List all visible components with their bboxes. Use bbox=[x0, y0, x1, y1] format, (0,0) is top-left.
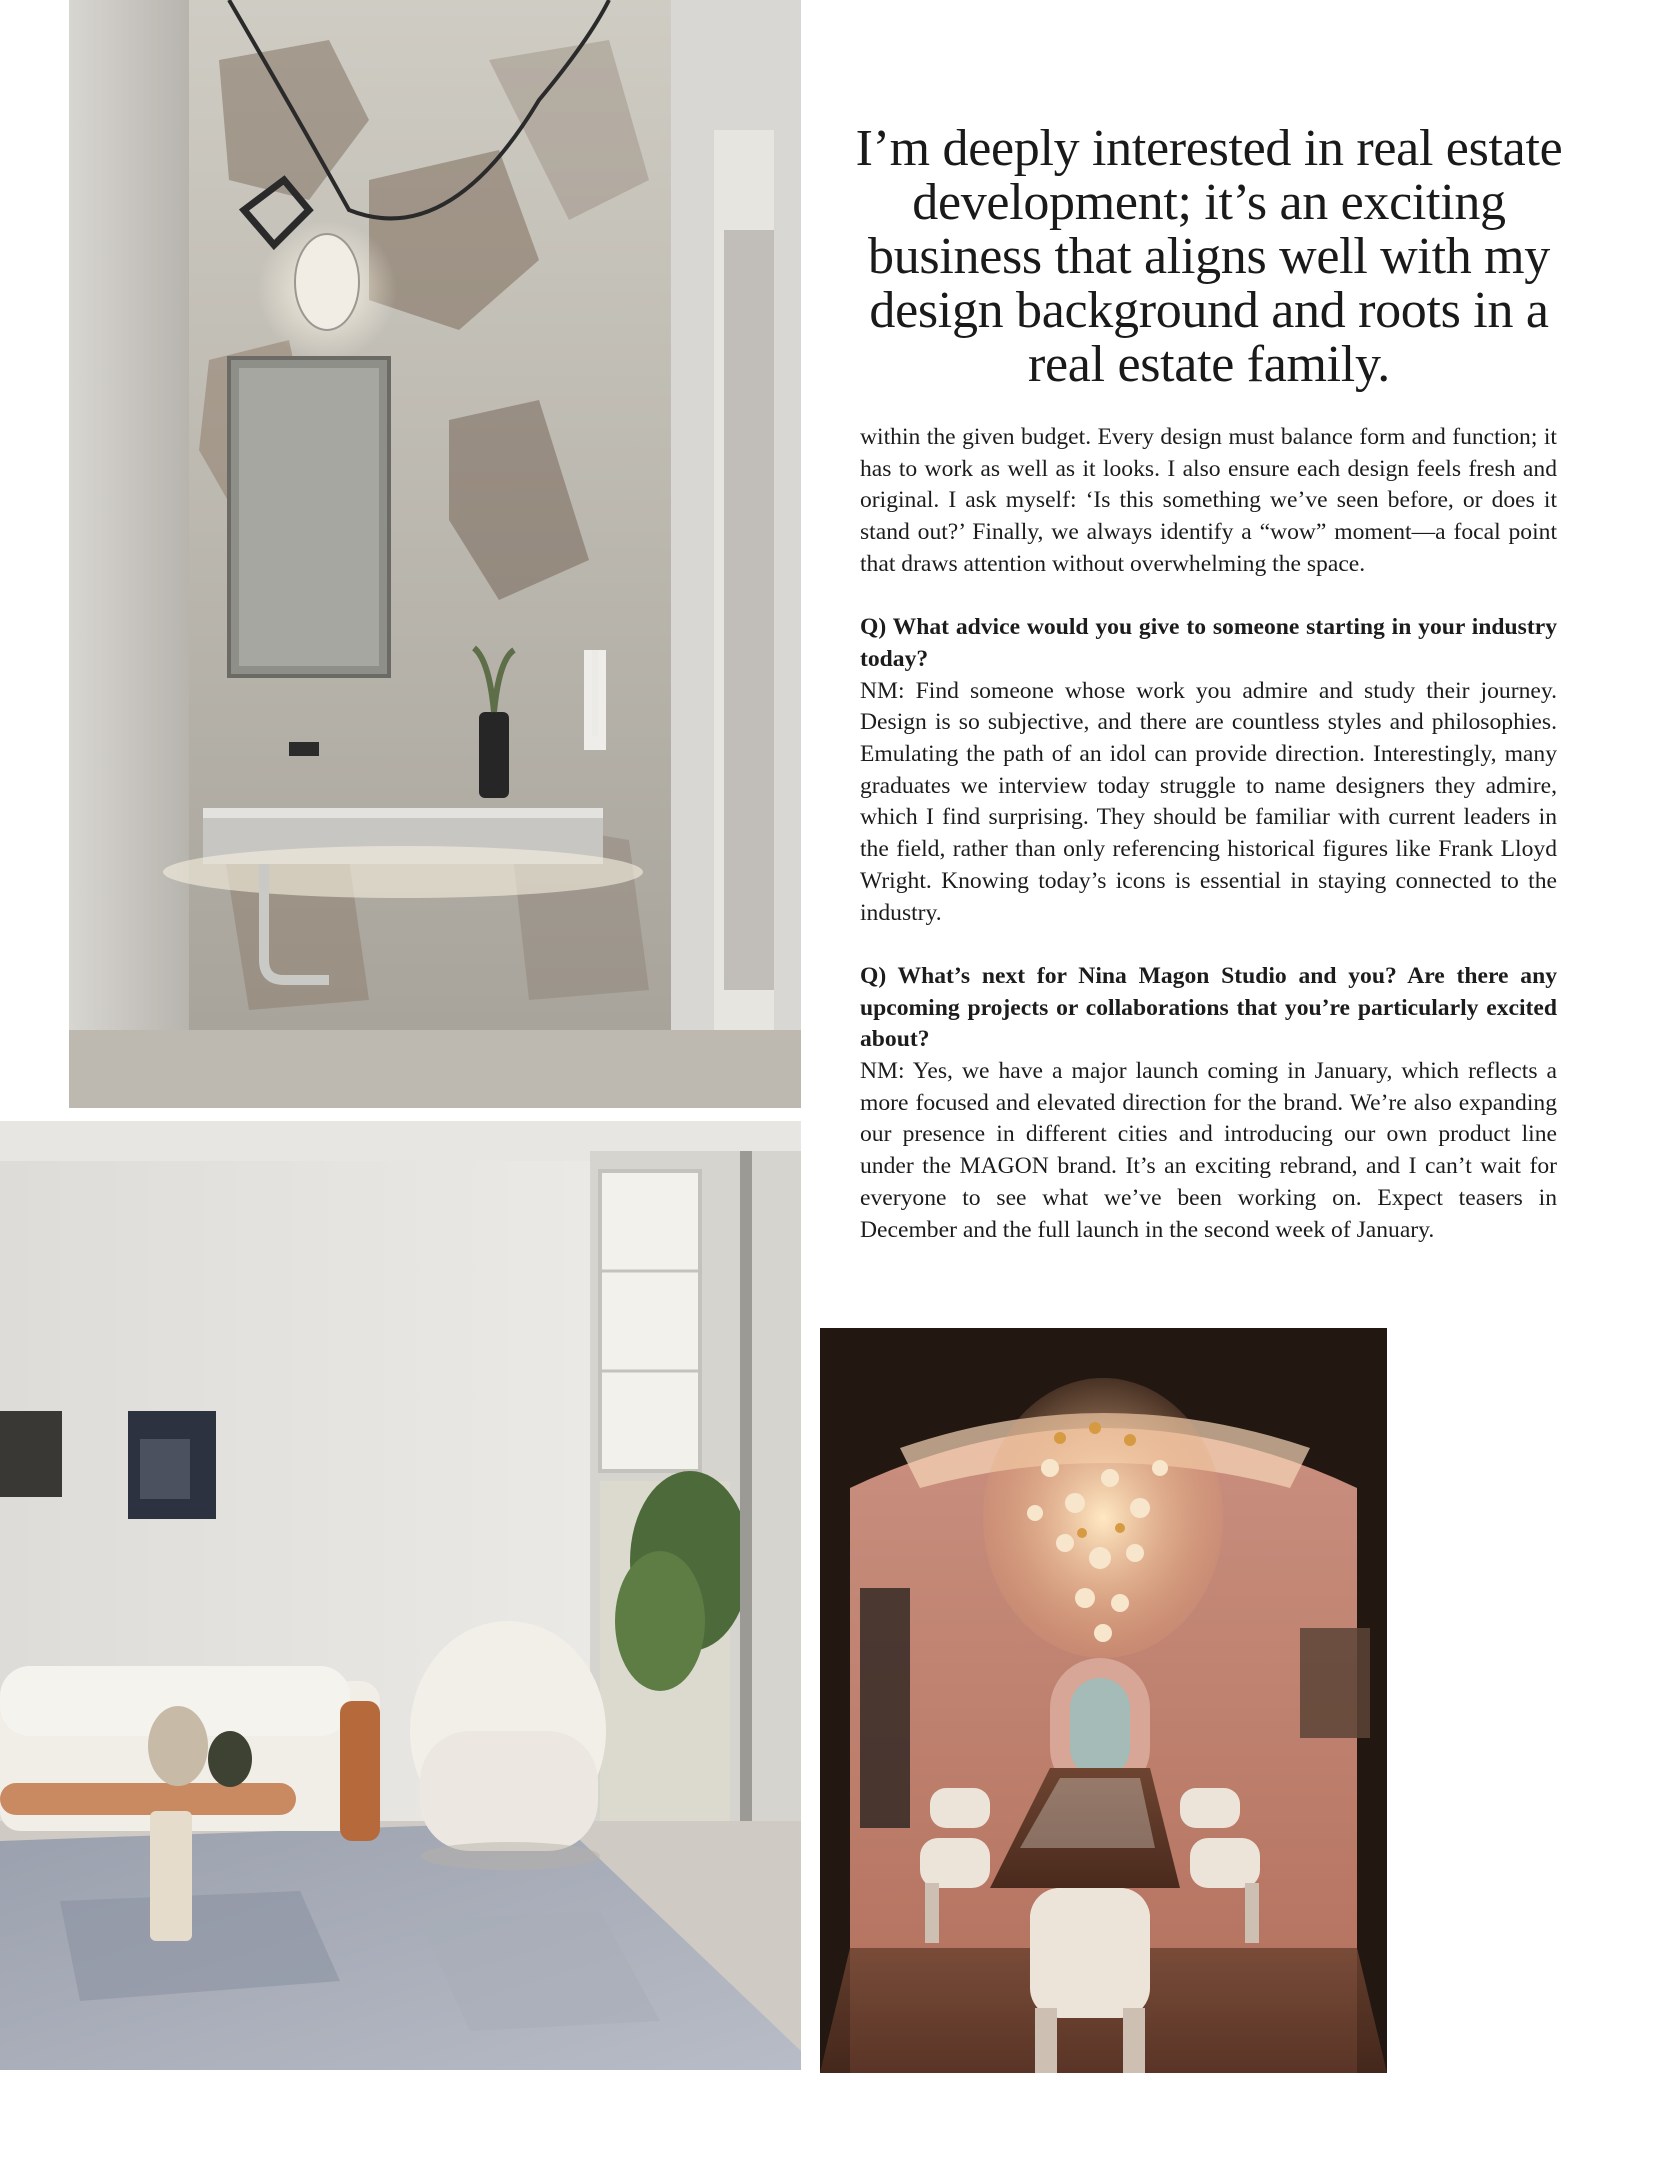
answer-1: NM: Find someone whose work you admire and study their journey. Design is so subjective, and there are countless styles and philosophies. Emulating the path of an idol can provide direction. Interestingly, many graduates we interview today struggle to name designers they admire, which I find surprising. They should be familiar with current leaders in the field, rather than only referencing historical figures like Frank Lloyd Wright. Knowing today’s icons is essential in staying connected to the industry. bbox=[860, 677, 1557, 926]
living-room-photo bbox=[0, 1121, 801, 2070]
dining-room-photo bbox=[820, 1328, 1387, 2073]
paragraph-gap bbox=[860, 581, 1557, 613]
paragraph-gap bbox=[860, 929, 1557, 961]
question-2: Q) What’s next for Nina Magon Studio and you? Are there any upcoming projects or collaborations that you’re particularly excited about? bbox=[860, 962, 1557, 1053]
article-intro-paragraph: within the given budget. Every design must balance form and function; it has to work as well as it looks. I also ensure each design feels fresh and original. I ask myself: ‘Is this something we’ve seen before, or does it stand out?’ Finally, we always identify a “wow” moment—a focal point that draws attention without overwhelming the space. bbox=[860, 424, 1557, 577]
answer-2: NM: Yes, we have a major launch coming in January, which reflects a more focused and elevated direction for the brand. We’re also expanding our presence in different cities and introducing our own product line under the MAGON brand. It’s an exciting rebrand, and I can’t wait for everyone to see what we’ve been working on. Expect teasers in December and the full launch in the second week of January. bbox=[860, 1058, 1557, 1243]
bathroom-photo bbox=[69, 0, 801, 1108]
pull-quote: I’m deeply interested in real estate development; it’s an exciting business that aligns well with my design background and roots in a real estate family. bbox=[855, 120, 1563, 393]
question-1: Q) What advice would you give to someone starting in your industry today? bbox=[860, 614, 1557, 672]
article-body bbox=[860, 422, 1557, 1246]
